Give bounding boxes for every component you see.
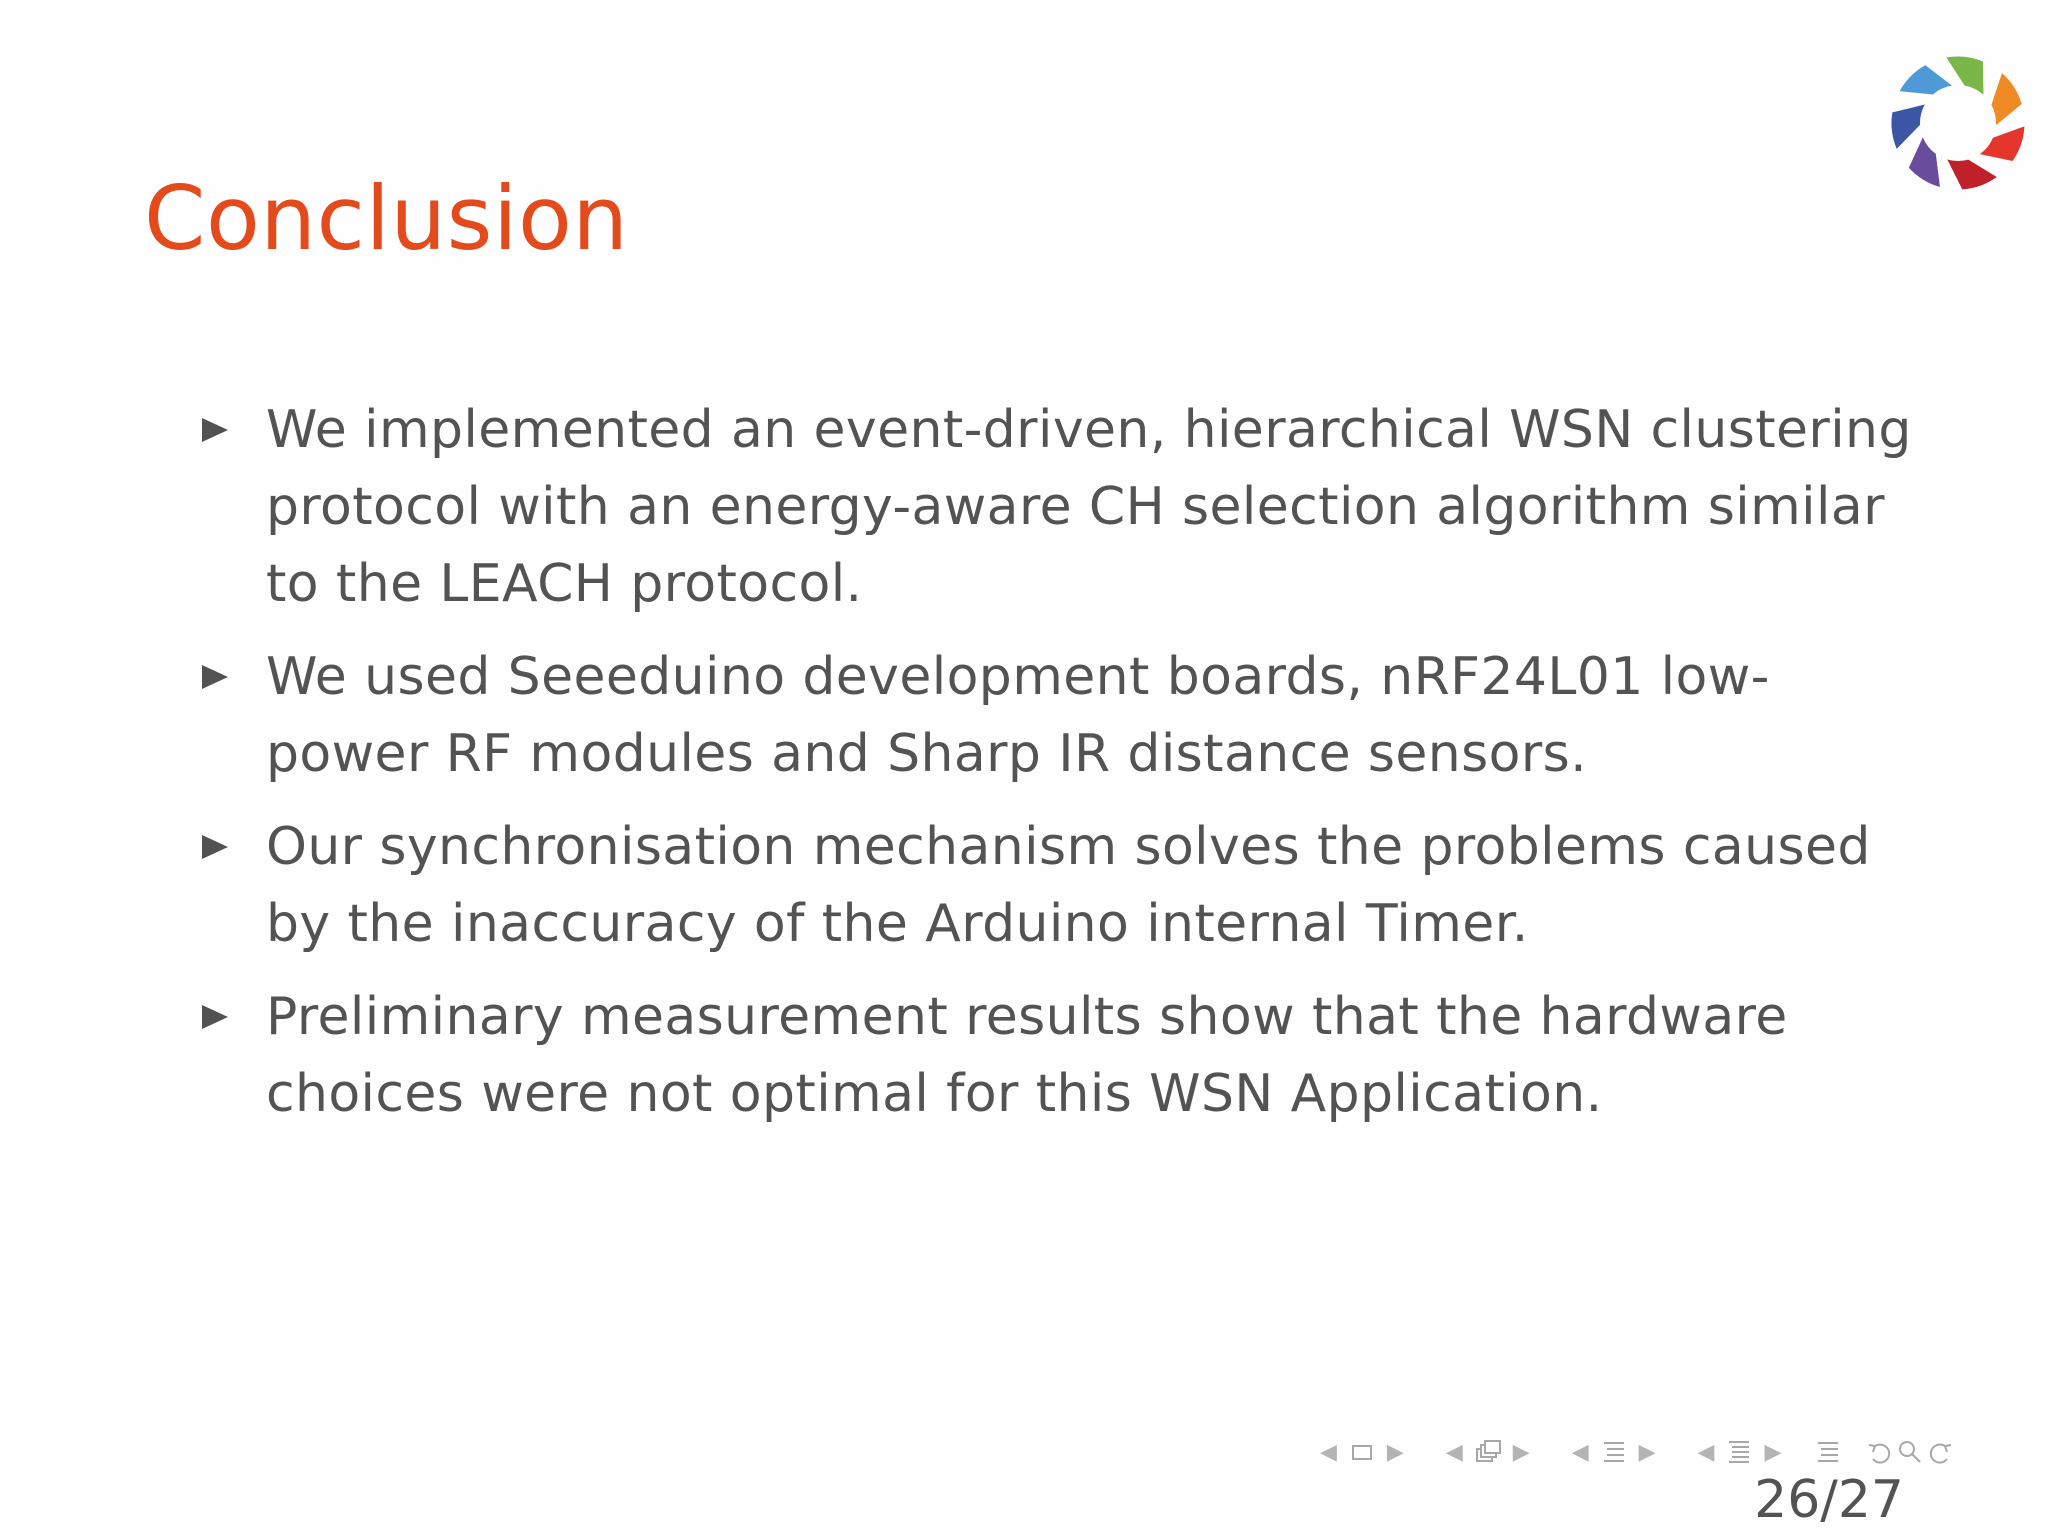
bullet-arrow-icon xyxy=(202,1005,228,1029)
next-frame-arrow-icon[interactable]: ▶ xyxy=(1386,1439,1404,1465)
nav-frame-group xyxy=(1310,1437,1414,1467)
page-number: 26/27 xyxy=(1754,1470,1904,1530)
next-part-arrow-icon[interactable]: ▶ xyxy=(1764,1439,1782,1465)
bullet-arrow-icon xyxy=(202,835,228,859)
logo-segment xyxy=(1980,126,2025,161)
frame-icon[interactable] xyxy=(1347,1437,1377,1467)
prev-part-arrow-icon[interactable]: ◀ xyxy=(1697,1439,1715,1465)
bullet-arrow-icon xyxy=(202,418,228,442)
logo-segment xyxy=(1991,73,2021,125)
logo-icon xyxy=(1882,44,2034,202)
logo-segment xyxy=(1892,104,1925,148)
prev-frame-arrow-icon[interactable]: ◀ xyxy=(1320,1439,1337,1465)
undo-icon[interactable] xyxy=(1865,1437,1895,1467)
presentation-icon[interactable] xyxy=(1813,1437,1843,1467)
next-subsection-arrow-icon[interactable]: ▶ xyxy=(1512,1439,1530,1465)
beamer-navigation-bar xyxy=(1310,1432,2030,1472)
bullet-arrow-icon xyxy=(202,665,228,689)
redo-icon[interactable] xyxy=(1925,1437,1955,1467)
subsection-icon[interactable] xyxy=(1473,1437,1503,1467)
next-section-arrow-icon[interactable]: ▶ xyxy=(1638,1439,1656,1465)
logo-segment xyxy=(1900,65,1952,94)
list-item xyxy=(196,809,1916,963)
prev-subsection-arrow-icon[interactable]: ◀ xyxy=(1445,1439,1463,1465)
nav-presentation-group xyxy=(1813,1437,1843,1467)
nav-section-group xyxy=(1562,1437,1666,1467)
nav-tools-group xyxy=(1865,1437,1955,1467)
list-item xyxy=(196,979,1916,1133)
section-icon[interactable] xyxy=(1599,1437,1629,1467)
bullet-text: We implemented an event-driven, hierarchical WSN clustering protocol with an energy-aware CH selection algorithm similar to the LEACH protocol. xyxy=(266,400,1912,614)
logo-segment xyxy=(1909,137,1940,187)
nav-part-group xyxy=(1688,1437,1792,1467)
slide-title: Conclusion xyxy=(144,166,629,270)
logo-segment xyxy=(1947,159,1997,189)
logo-segment xyxy=(1946,56,1983,94)
list-item xyxy=(196,392,1916,623)
bullet-text: Preliminary measurement results show that the hardware choices were not optimal for this WSN Application. xyxy=(266,987,1788,1124)
bullet-text: Our synchronisation mechanism solves the problems caused by the inaccuracy of the Arduino internal Timer. xyxy=(266,817,1871,954)
nav-subsection-group xyxy=(1436,1437,1540,1467)
list-item xyxy=(196,639,1916,793)
part-icon[interactable] xyxy=(1724,1437,1754,1467)
bullet-list xyxy=(196,392,1916,1149)
prev-section-arrow-icon[interactable]: ◀ xyxy=(1571,1439,1589,1465)
search-icon[interactable] xyxy=(1895,1437,1925,1467)
bullet-text: We used Seeeduino development boards, nRF24L01 low-power RF modules and Sharp IR distance sensors. xyxy=(266,647,1770,784)
